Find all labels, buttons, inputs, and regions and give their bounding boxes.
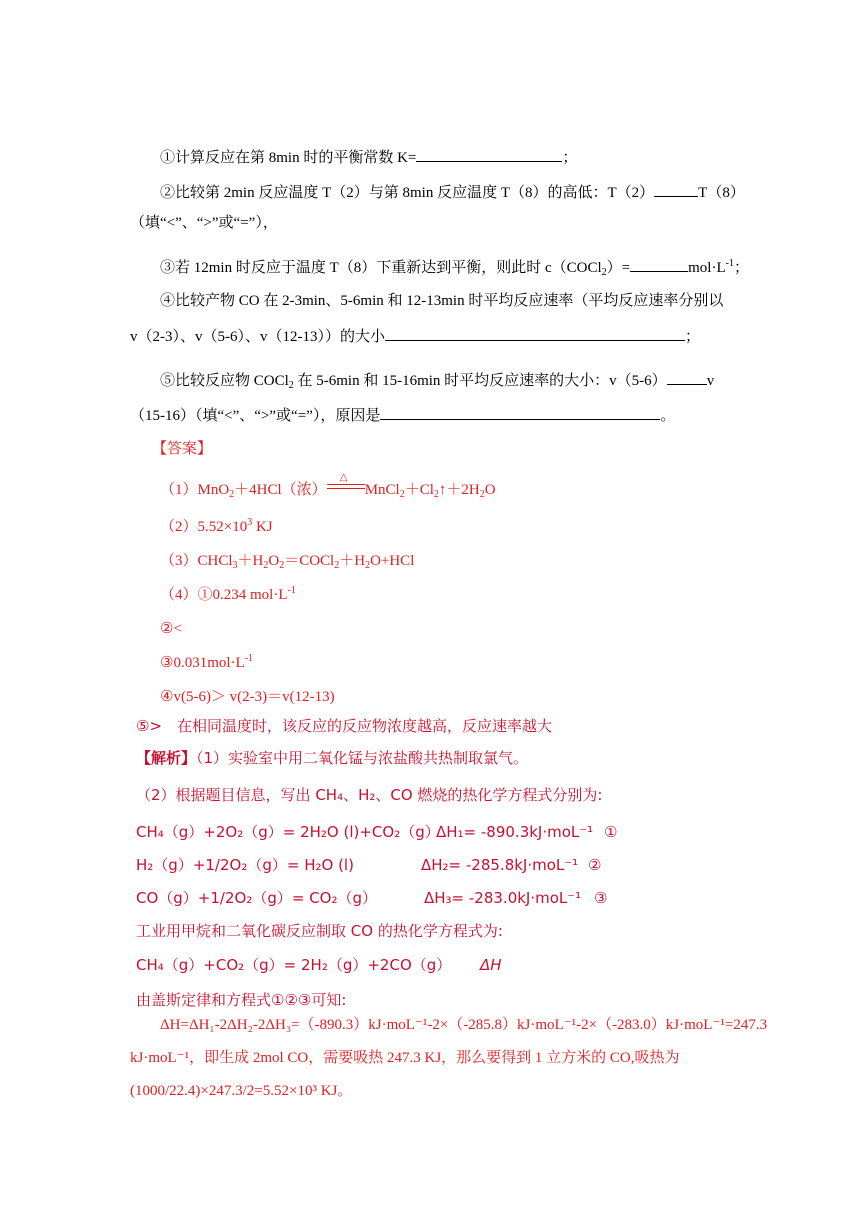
- answer-4-2: ②<: [160, 621, 182, 637]
- answer-3: $(3)CHCl_3+H_2O_2=COCl_2+H_2O+HCl$: [160, 553, 415, 571]
- calculation-line-2: kJ·moL⁻¹，即生成 2mol CO，需要吸热 247.3 KJ，那么要得到 1 立方米的 CO,吸热为: [130, 1050, 680, 1066]
- answer-blank: [667, 369, 707, 385]
- equation-1: CH₄（g）+2O₂（g）= 2H₂O (l)+CO₂（g） ΔH₁= -890.3kJ·moL⁻¹ ①: [136, 823, 618, 841]
- answer-4: （4）①0.234 $mol\cdot L^{-1}$: [160, 585, 296, 603]
- answer-5: ⑤> 在相同温度时，该反应的反应物浓度越高，反应速率越大: [136, 717, 553, 735]
- answer-heading: 【答案】: [152, 441, 213, 457]
- heating-condition: △: [327, 478, 365, 496]
- question-part-4: ④比较产物 CO 在 2-3min、5-6min 和 12-13min 时平均反应速率（平均反应速率分别以: [160, 293, 724, 309]
- answer-blank: [416, 146, 562, 162]
- equation-4: CH₄（g）+CO₂（g）= 2H₂（g）+2CO（g） ΔH: [136, 956, 502, 974]
- question-part-1: ①计算反应在第 8min 时的平衡常数 K= ；: [160, 146, 577, 168]
- analysis-heading: 【解析】: [136, 749, 197, 767]
- calculation-line-3: (1000/22.4)×247.3/2=5.52×10³ KJ。: [130, 1083, 353, 1099]
- answer-2: $(2)5.52\times 10^3$ KJ: [160, 517, 273, 535]
- analysis-paragraph-1: 【解析】（1）实验室中用二氧化锰与浓盐酸共热制取氯气。: [136, 749, 529, 767]
- analysis-paragraph-3: 工业用甲烷和二氧化碳反应制取 CO 的热化学方程式为:: [136, 922, 503, 940]
- answer-blank: [654, 181, 698, 197]
- answer-4-3: $③0.031mol\cdot L^{-1}$: [160, 653, 254, 671]
- calculation-line-1: ΔH=ΔH₁-2ΔH₂-2ΔH₃=（-890.3）kJ·moL⁻¹-2×（-285.8）kJ·moL⁻¹-2×（-283.0）kJ·moL⁻¹=247.3: [160, 1017, 768, 1033]
- analysis-paragraph-4: 由盖斯定律和方程式①②③可知:: [136, 991, 347, 1009]
- analysis-paragraph-2: （2）根据题目信息，写出 CH₄、H₂、CO 燃烧的热化学方程式分别为:: [136, 786, 603, 804]
- answer-blank: [630, 256, 688, 272]
- question-part-3: ③若 12min 时反应于温度 T（8）下重新达到平衡，则此时 c（COCl$_2$）= $mol\cdot L^{-1}$；: [160, 258, 749, 278]
- question-part-2: ②比较第 2min 反应温度 T（2）与第 8min 反应温度 T（8）的高低：T（2） T（8）: [160, 181, 745, 203]
- answer-blank: [385, 325, 685, 341]
- question-part-2-line2: （填“<”、“>”或“=”），: [130, 215, 278, 231]
- answer-4-4: ④v(5-6)＞ v(2-3)＝v(12-13): [160, 689, 335, 705]
- answer-blank: [380, 404, 660, 420]
- question-part-5-line2: （15-16）（填“<”、“>”或“=”），原因是 。: [130, 404, 675, 426]
- equation-3: CO（g）+1/2O₂（g）= CO₂（g） ΔH₃= -283.0kJ·moL⁻¹ ③: [136, 889, 608, 907]
- equation-2: H₂（g）+1/2O₂（g）= H₂O (l) ΔH₂= -285.8kJ·moL⁻¹ ②: [136, 856, 602, 874]
- question-part-5: ⑤比较反应物 COCl$_2$ 在 5-6min 和 15-16min 时平均反应速率的大小：v（5-6） v: [160, 369, 714, 391]
- answer-1: （1）MnO$_2$＋4HCl（浓） △ $MnCl_2+Cl_2↑+2H_2O$: [160, 472, 496, 500]
- question-part-4-line2: v（2-3）、v（5-6）、v（12-13））的大小 ；: [130, 325, 700, 347]
